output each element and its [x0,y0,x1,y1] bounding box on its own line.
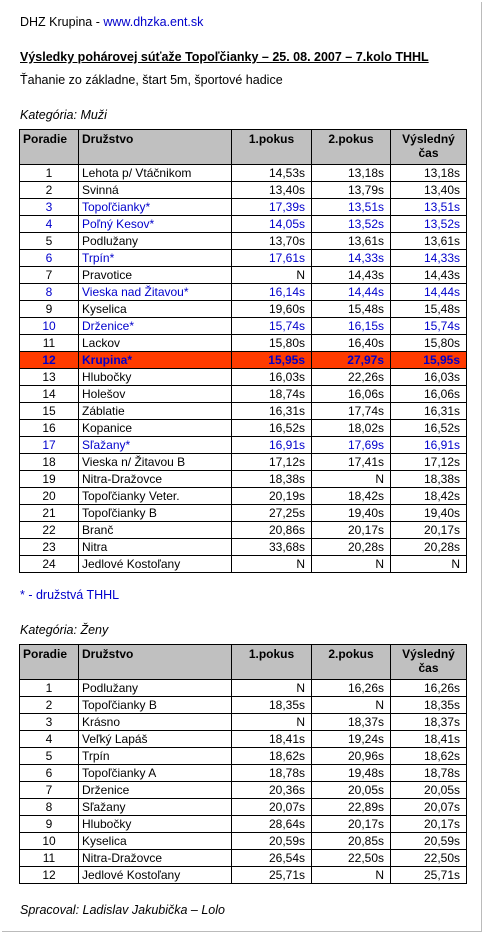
table-row [20,437,467,454]
rank-cell: 21 [20,505,79,522]
result-cell: 22,50s [391,850,467,867]
result-cell: 20,59s [391,833,467,850]
rank-cell: 6 [20,250,79,267]
attempt1-cell: 18,74s [232,386,312,403]
attempt2-cell: 19,40s [312,505,391,522]
table-row [20,403,467,420]
team-cell: Hlubočky [79,369,232,386]
result-cell: 20,17s [391,816,467,833]
attempt1-cell: 33,68s [232,539,312,556]
attempt1-cell: 28,64s [232,816,312,833]
team-cell: Topoľčianky* [79,199,232,216]
rank-cell: 5 [20,748,79,765]
document-title: Výsledky pohárovej súťaže Topoľčianky – 25. 08. 2007 – 7.kolo THHL [20,50,429,64]
table-row [20,850,467,867]
result-cell: 16,26s [391,680,467,697]
table-row [20,284,467,301]
attempt2-cell: 13,18s [312,165,391,182]
result-cell: 13,61s [391,233,467,250]
attempt1-cell: 17,12s [232,454,312,471]
page-header [20,15,203,29]
result-cell: 14,44s [391,284,467,301]
col-header-attempt1: 1.pokus [232,645,312,680]
attempt1-cell: N [232,556,312,573]
attempt1-cell: 16,03s [232,369,312,386]
result-cell: 13,52s [391,216,467,233]
attempt2-cell: 18,02s [312,420,391,437]
result-cell: 25,71s [391,867,467,884]
result-cell: 18,35s [391,697,467,714]
result-cell: 19,40s [391,505,467,522]
rank-cell: 14 [20,386,79,403]
rank-cell: 7 [20,782,79,799]
attempt2-cell: 22,26s [312,369,391,386]
table-row [20,165,467,182]
team-cell: Jedlové Kostoľany [79,556,232,573]
rank-cell: 9 [20,301,79,318]
rank-cell: 20 [20,488,79,505]
attempt1-cell: 19,60s [232,301,312,318]
team-cell: Lackov [79,335,232,352]
attempt1-cell: N [232,680,312,697]
rank-cell: 10 [20,833,79,850]
rank-cell: 11 [20,850,79,867]
attempt2-cell: 20,85s [312,833,391,850]
rank-cell: 4 [20,216,79,233]
col-header-rank: Poradie [20,645,79,680]
rank-cell: 18 [20,454,79,471]
team-cell: Kopanice [79,420,232,437]
result-cell: 15,95s [391,352,467,369]
attempt1-cell: 20,07s [232,799,312,816]
team-cell: Vieska nad Žitavou* [79,284,232,301]
col-header-attempt1: 1.pokus [232,130,312,165]
attempt1-cell: 13,70s [232,233,312,250]
table-row [20,250,467,267]
table-row [20,556,467,573]
result-cell: 13,40s [391,182,467,199]
table-row [20,301,467,318]
team-cell: Záblatie [79,403,232,420]
table-row [20,680,467,697]
rank-cell: 6 [20,765,79,782]
attempt2-cell: 14,44s [312,284,391,301]
document-subtitle: Ťahanie zo základne, štart 5m, športové hadice [20,73,283,87]
attempt1-cell: 17,39s [232,199,312,216]
col-header-team: Družstvo [79,130,232,165]
rank-cell: 13 [20,369,79,386]
table-row [20,731,467,748]
attempt1-cell: 16,91s [232,437,312,454]
attempt1-cell: 20,59s [232,833,312,850]
attempt2-cell: 17,69s [312,437,391,454]
result-cell: 13,18s [391,165,467,182]
attempt2-cell: 20,96s [312,748,391,765]
rank-cell: 5 [20,233,79,250]
team-cell: Drženice* [79,318,232,335]
attempt1-cell: N [232,714,312,731]
attempt2-cell: 19,24s [312,731,391,748]
attempt2-cell: N [312,867,391,884]
team-cell: Topoľčianky A [79,765,232,782]
table-row [20,833,467,850]
team-cell: Lehota p/ Vtáčnikom [79,165,232,182]
team-cell: Sľažany [79,799,232,816]
attempt2-cell: 20,05s [312,782,391,799]
result-cell: 13,51s [391,199,467,216]
table-row [20,369,467,386]
rank-cell: 8 [20,284,79,301]
table-row [20,505,467,522]
table-row [20,420,467,437]
table-row [20,454,467,471]
result-cell: 18,78s [391,765,467,782]
result-cell: 16,06s [391,386,467,403]
website-link[interactable]: www.dhzka.ent.sk [103,15,204,29]
result-cell: 14,33s [391,250,467,267]
attempt1-cell: 20,19s [232,488,312,505]
rank-cell: 2 [20,697,79,714]
women-category-label: Kategória: Ženy [20,623,109,637]
team-cell: Sľažany* [79,437,232,454]
rank-cell: 12 [20,867,79,884]
prepared-by: Spracoval: Ladislav Jakubička – Lolo [20,903,225,917]
attempt2-cell: 20,17s [312,522,391,539]
team-cell: Kyselica [79,833,232,850]
attempt2-cell: 15,48s [312,301,391,318]
result-cell: 15,80s [391,335,467,352]
attempt1-cell: 20,36s [232,782,312,799]
rank-cell: 15 [20,403,79,420]
team-cell: Hlubočky [79,816,232,833]
thhl-note: * - družstvá THHL [20,588,120,602]
attempt1-cell: 18,62s [232,748,312,765]
table-row [20,233,467,250]
result-cell: 15,74s [391,318,467,335]
attempt1-cell: 14,05s [232,216,312,233]
attempt1-cell: 16,31s [232,403,312,420]
team-cell: Krupina* [79,352,232,369]
result-cell: 16,03s [391,369,467,386]
attempt1-cell: 26,54s [232,850,312,867]
result-cell: N [391,556,467,573]
team-cell: Podlužany [79,233,232,250]
rank-cell: 4 [20,731,79,748]
col-header-result: Výsledný čas [391,130,467,165]
result-cell: 20,17s [391,522,467,539]
table-row [20,714,467,731]
table-row [20,182,467,199]
team-cell: Topoľčianky B [79,505,232,522]
team-cell: Topoľčianky B [79,697,232,714]
result-cell: 20,07s [391,799,467,816]
attempt2-cell: 13,51s [312,199,391,216]
rank-cell: 1 [20,165,79,182]
table-row [20,748,467,765]
table-row [20,386,467,403]
team-cell: Nitra-Dražovce [79,850,232,867]
team-cell: Nitra [79,539,232,556]
attempt2-cell: N [312,556,391,573]
result-cell: 18,42s [391,488,467,505]
table-row [20,799,467,816]
men-category-label: Kategória: Muži [20,108,107,122]
team-cell: Poľný Kesov* [79,216,232,233]
attempt2-cell: 18,37s [312,714,391,731]
attempt1-cell: 17,61s [232,250,312,267]
team-cell: Nitra-Dražovce [79,471,232,488]
attempt2-cell: N [312,697,391,714]
result-cell: 18,41s [391,731,467,748]
col-header-attempt2: 2.pokus [312,130,391,165]
attempt1-cell: 25,71s [232,867,312,884]
rank-cell: 2 [20,182,79,199]
attempt1-cell: 18,38s [232,471,312,488]
table-row [20,267,467,284]
table-row [20,199,467,216]
attempt2-cell: 20,28s [312,539,391,556]
result-cell: 18,37s [391,714,467,731]
rank-cell: 24 [20,556,79,573]
rank-cell: 19 [20,471,79,488]
attempt2-cell: 14,43s [312,267,391,284]
team-cell: Drženice [79,782,232,799]
rank-cell: 8 [20,799,79,816]
col-header-result: Výsledný čas [391,645,467,680]
attempt2-cell: 13,61s [312,233,391,250]
attempt1-cell: 18,78s [232,765,312,782]
attempt2-cell: 16,26s [312,680,391,697]
team-cell: Krásno [79,714,232,731]
table-row [20,697,467,714]
result-cell: 16,31s [391,403,467,420]
col-header-rank: Poradie [20,130,79,165]
attempt1-cell: 15,95s [232,352,312,369]
attempt1-cell: 18,35s [232,697,312,714]
attempt1-cell: 13,40s [232,182,312,199]
women-results-table [19,644,467,884]
men-results-table [19,129,467,573]
result-cell: 15,48s [391,301,467,318]
attempt2-cell: 17,41s [312,454,391,471]
attempt1-cell: 27,25s [232,505,312,522]
attempt1-cell: 16,14s [232,284,312,301]
result-cell: 16,52s [391,420,467,437]
attempt2-cell: 17,74s [312,403,391,420]
col-header-team: Družstvo [79,645,232,680]
rank-cell: 3 [20,199,79,216]
team-cell: Jedlové Kostoľany [79,867,232,884]
table-row [20,335,467,352]
team-cell: Holešov [79,386,232,403]
team-cell: Veľký Lapáš [79,731,232,748]
result-cell: 20,28s [391,539,467,556]
attempt2-cell: N [312,471,391,488]
result-cell: 18,62s [391,748,467,765]
team-cell: Kyselica [79,301,232,318]
attempt1-cell: N [232,267,312,284]
team-cell: Trpín* [79,250,232,267]
table-row [20,352,467,369]
result-cell: 20,05s [391,782,467,799]
rank-cell: 22 [20,522,79,539]
attempt2-cell: 14,33s [312,250,391,267]
rank-cell: 7 [20,267,79,284]
attempt2-cell: 13,79s [312,182,391,199]
attempt2-cell: 18,42s [312,488,391,505]
rank-cell: 9 [20,816,79,833]
table-row [20,782,467,799]
attempt1-cell: 20,86s [232,522,312,539]
attempt2-cell: 16,40s [312,335,391,352]
table-row [20,765,467,782]
table-row [20,488,467,505]
table-row [20,522,467,539]
table-row [20,318,467,335]
result-cell: 16,91s [391,437,467,454]
attempt2-cell: 16,15s [312,318,391,335]
rank-cell: 1 [20,680,79,697]
table-row [20,216,467,233]
rank-cell: 23 [20,539,79,556]
team-cell: Podlužany [79,680,232,697]
rank-cell: 16 [20,420,79,437]
col-header-attempt2: 2.pokus [312,645,391,680]
attempt1-cell: 16,52s [232,420,312,437]
rank-cell: 17 [20,437,79,454]
team-cell: Topoľčianky Veter. [79,488,232,505]
team-cell: Svinná [79,182,232,199]
rank-cell: 3 [20,714,79,731]
rank-cell: 10 [20,318,79,335]
attempt2-cell: 22,89s [312,799,391,816]
result-cell: 18,38s [391,471,467,488]
result-cell: 14,43s [391,267,467,284]
table-row [20,816,467,833]
table-row [20,867,467,884]
attempt1-cell: 15,74s [232,318,312,335]
attempt2-cell: 20,17s [312,816,391,833]
attempt2-cell: 22,50s [312,850,391,867]
attempt1-cell: 18,41s [232,731,312,748]
team-cell: Branč [79,522,232,539]
attempt1-cell: 14,53s [232,165,312,182]
rank-cell: 11 [20,335,79,352]
attempt2-cell: 13,52s [312,216,391,233]
attempt2-cell: 19,48s [312,765,391,782]
org-name: DHZ Krupina - [20,15,104,29]
team-cell: Vieska n/ Žitavou B [79,454,232,471]
result-cell: 17,12s [391,454,467,471]
table-row [20,539,467,556]
team-cell: Trpín [79,748,232,765]
table-row [20,471,467,488]
attempt2-cell: 27,97s [312,352,391,369]
attempt1-cell: 15,80s [232,335,312,352]
attempt2-cell: 16,06s [312,386,391,403]
rank-cell: 12 [20,352,79,369]
team-cell: Pravotice [79,267,232,284]
